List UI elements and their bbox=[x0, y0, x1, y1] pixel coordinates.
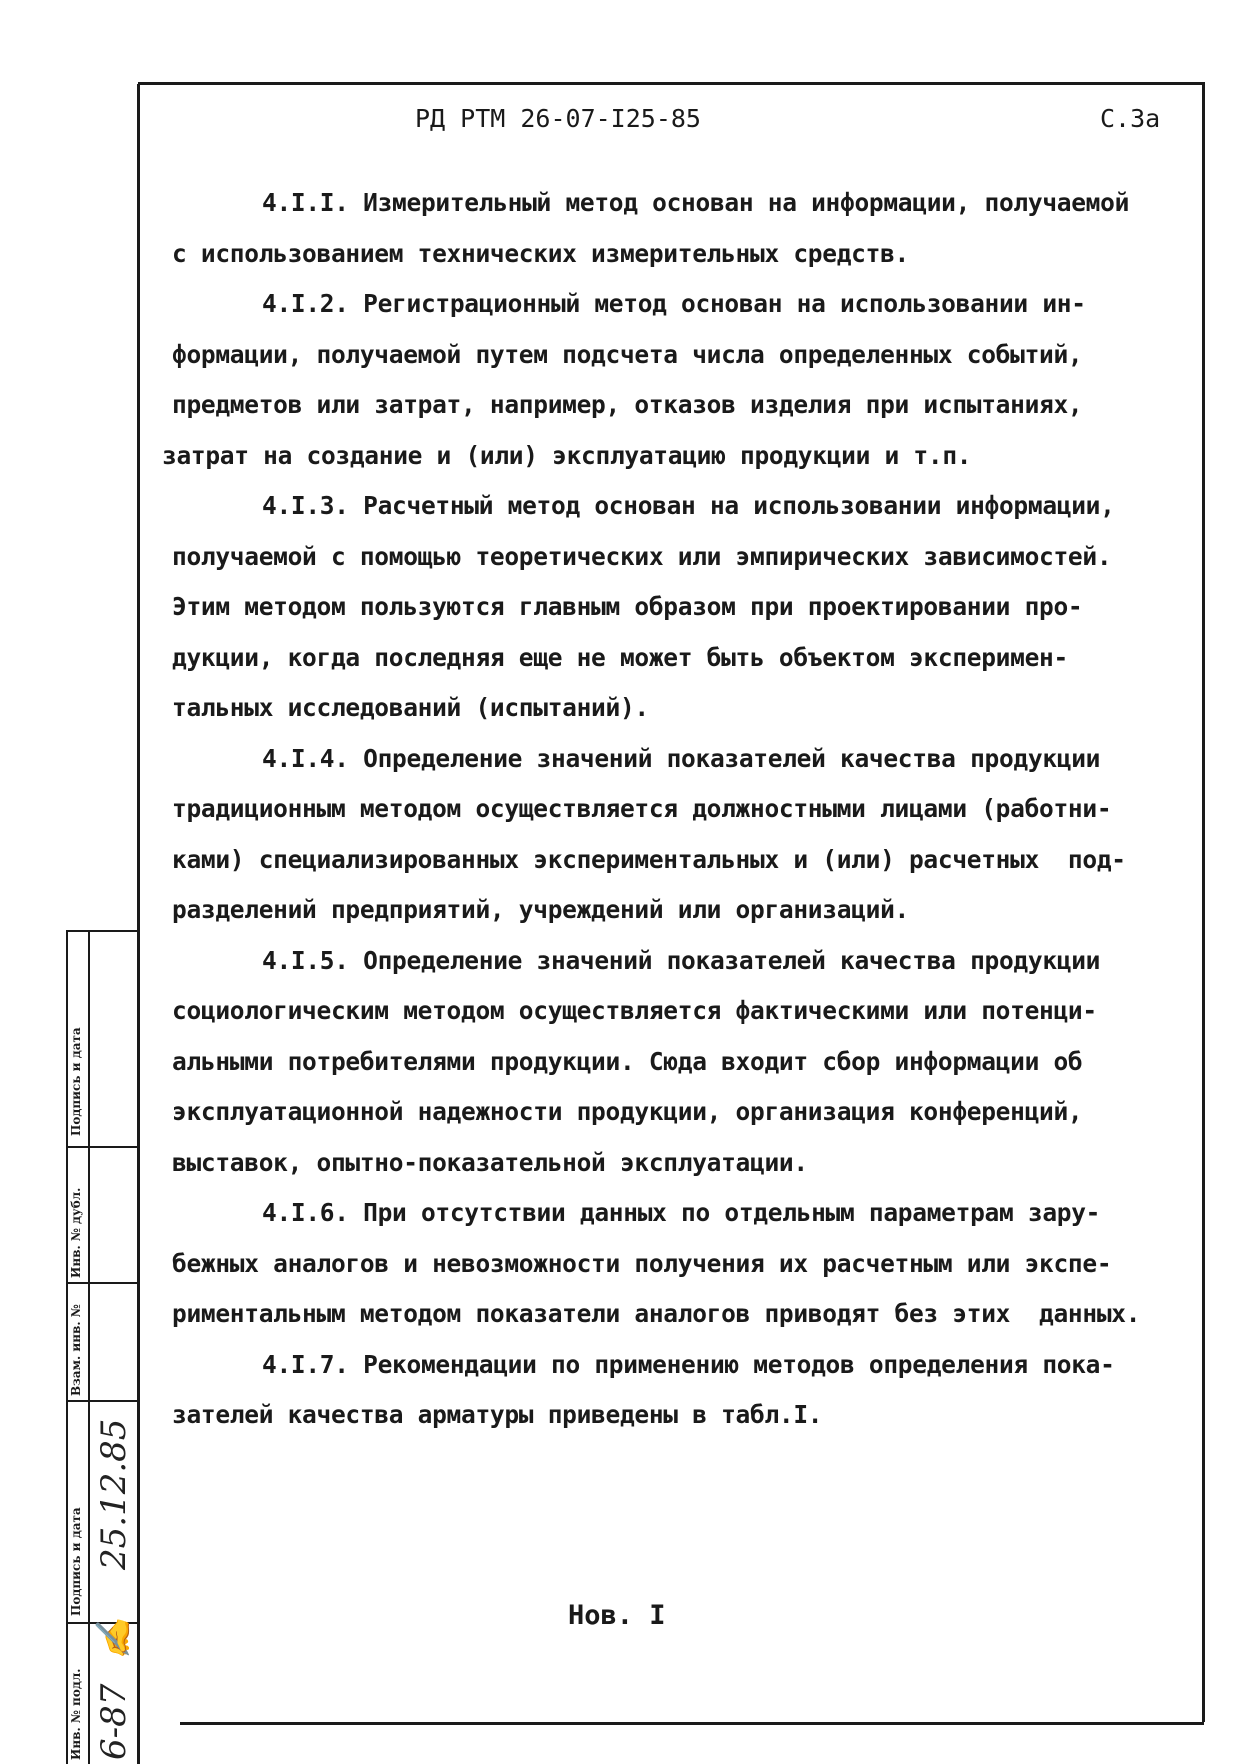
stamp-label-vzam-inv: Взам. инв. № bbox=[69, 1304, 83, 1396]
paragraph-4-1-2-line-1: 4.I.2. Регистрационный метод основан на использовании ин- bbox=[262, 289, 1086, 318]
stamp-divider-3 bbox=[66, 1400, 138, 1402]
paragraph-4-1-4-line-3: ками) специализированных экспериментальных и (или) расчетных под- bbox=[172, 844, 1126, 874]
paragraph-4-1-6-line-2: бежных аналогов и невозможности получения их расчетным или экспе- bbox=[172, 1248, 1112, 1278]
page-frame-right bbox=[1202, 82, 1205, 1722]
paragraph-4-1-7-line-1: 4.I.7. Рекомендации по применению методов определения пока- bbox=[262, 1349, 1115, 1379]
paragraph-4-1-5-line-2: социологическим методом осуществляется фактическими или потенци- bbox=[172, 996, 1097, 1025]
handwritten-date: 25.12.85 bbox=[94, 1418, 134, 1570]
paragraph-4-1-5-line-4: эксплуатационной надежности продукции, организация конференций, bbox=[172, 1097, 1083, 1126]
page-number: С.3а bbox=[1100, 104, 1161, 133]
stamp-top-line bbox=[66, 930, 138, 932]
stamp-label-podpis-data-2: Подпись и дата bbox=[69, 1027, 83, 1136]
paragraph-4-1-3-line-3: Этим методом пользуются главным образом при проектировании про- bbox=[172, 592, 1083, 621]
paragraph-4-1-3-line-2: получаемой с помощью теоретических или эмпирических зависимостей. bbox=[172, 541, 1112, 571]
handwritten-signature: ✍ bbox=[94, 1617, 134, 1660]
paragraph-4-1-4-line-1: 4.I.4. Определение значений показателей качества продукции bbox=[262, 743, 1101, 773]
paragraph-4-1-5-line-5: выставок, опытно-показательной эксплуатации. bbox=[172, 1147, 808, 1177]
revision-mark: Нов. I bbox=[568, 1600, 666, 1631]
handwritten-inventory-number: 6-87 bbox=[94, 1683, 134, 1760]
stamp-divider-2 bbox=[66, 1282, 138, 1284]
paragraph-4-1-2-line-2: формации, получаемой путем подсчета числа определенных событий, bbox=[172, 339, 1083, 369]
paragraph-4-1-2-line-4: затрат на создание и (или) эксплуатацию продукции и т.п. bbox=[162, 440, 972, 470]
stamp-column-divider bbox=[88, 930, 90, 1764]
document-code: РД РТМ 26-07-I25-85 bbox=[415, 104, 701, 133]
page-frame-bottom bbox=[180, 1722, 1204, 1725]
paragraph-4-1-3-line-5: тальных исследований (испытаний). bbox=[172, 693, 649, 722]
paragraph-4-1-7-line-2: зателей качества арматуры приведены в табл.I. bbox=[172, 1400, 823, 1429]
paragraph-4-1-1-line-2: с использованием технических измерительных средств. bbox=[172, 238, 909, 268]
left-margin-stamp bbox=[66, 930, 138, 1764]
stamp-inner-line bbox=[66, 930, 68, 1764]
stamp-label-podpis-data-1: Подпись и дата bbox=[69, 1507, 83, 1616]
stamp-label-inv-podl: Инв. № подл. bbox=[69, 1668, 83, 1760]
paragraph-4-1-4-line-2: традиционным методом осуществляется должностными лицами (работни- bbox=[172, 794, 1112, 823]
paragraph-4-1-4-line-4: разделений предприятий, учреждений или организаций. bbox=[172, 895, 909, 924]
paragraph-4-1-1-line-1: 4.I.I. Измерительный метод основан на информации, получаемой bbox=[262, 188, 1130, 217]
paragraph-4-1-6-line-3: риментальным методом показатели аналогов приводят без этих данных. bbox=[172, 1299, 1141, 1328]
paragraph-4-1-5-line-3: альными потребителями продукции. Сюда входит сбор информации об bbox=[172, 1046, 1083, 1076]
stamp-divider-1 bbox=[66, 1146, 138, 1148]
paragraph-4-1-3-line-1: 4.I.3. Расчетный метод основан на использовании информации, bbox=[262, 491, 1115, 520]
paragraph-4-1-3-line-4: дукции, когда последняя еще не может быть объектом эксперимен- bbox=[172, 642, 1068, 672]
document-body bbox=[162, 178, 1202, 1441]
page-frame-top bbox=[138, 82, 1204, 85]
stamp-label-inv-dubl: Инв. № дубл. bbox=[69, 1187, 83, 1278]
paragraph-4-1-6-line-1: 4.I.6. При отсутствии данных по отдельным параметрам зару- bbox=[262, 1198, 1101, 1227]
paragraph-4-1-5-line-1: 4.I.5. Определение значений показателей качества продукции bbox=[262, 945, 1101, 975]
paragraph-4-1-2-line-3: предметов или затрат, например, отказов изделия при испытаниях, bbox=[172, 390, 1083, 419]
